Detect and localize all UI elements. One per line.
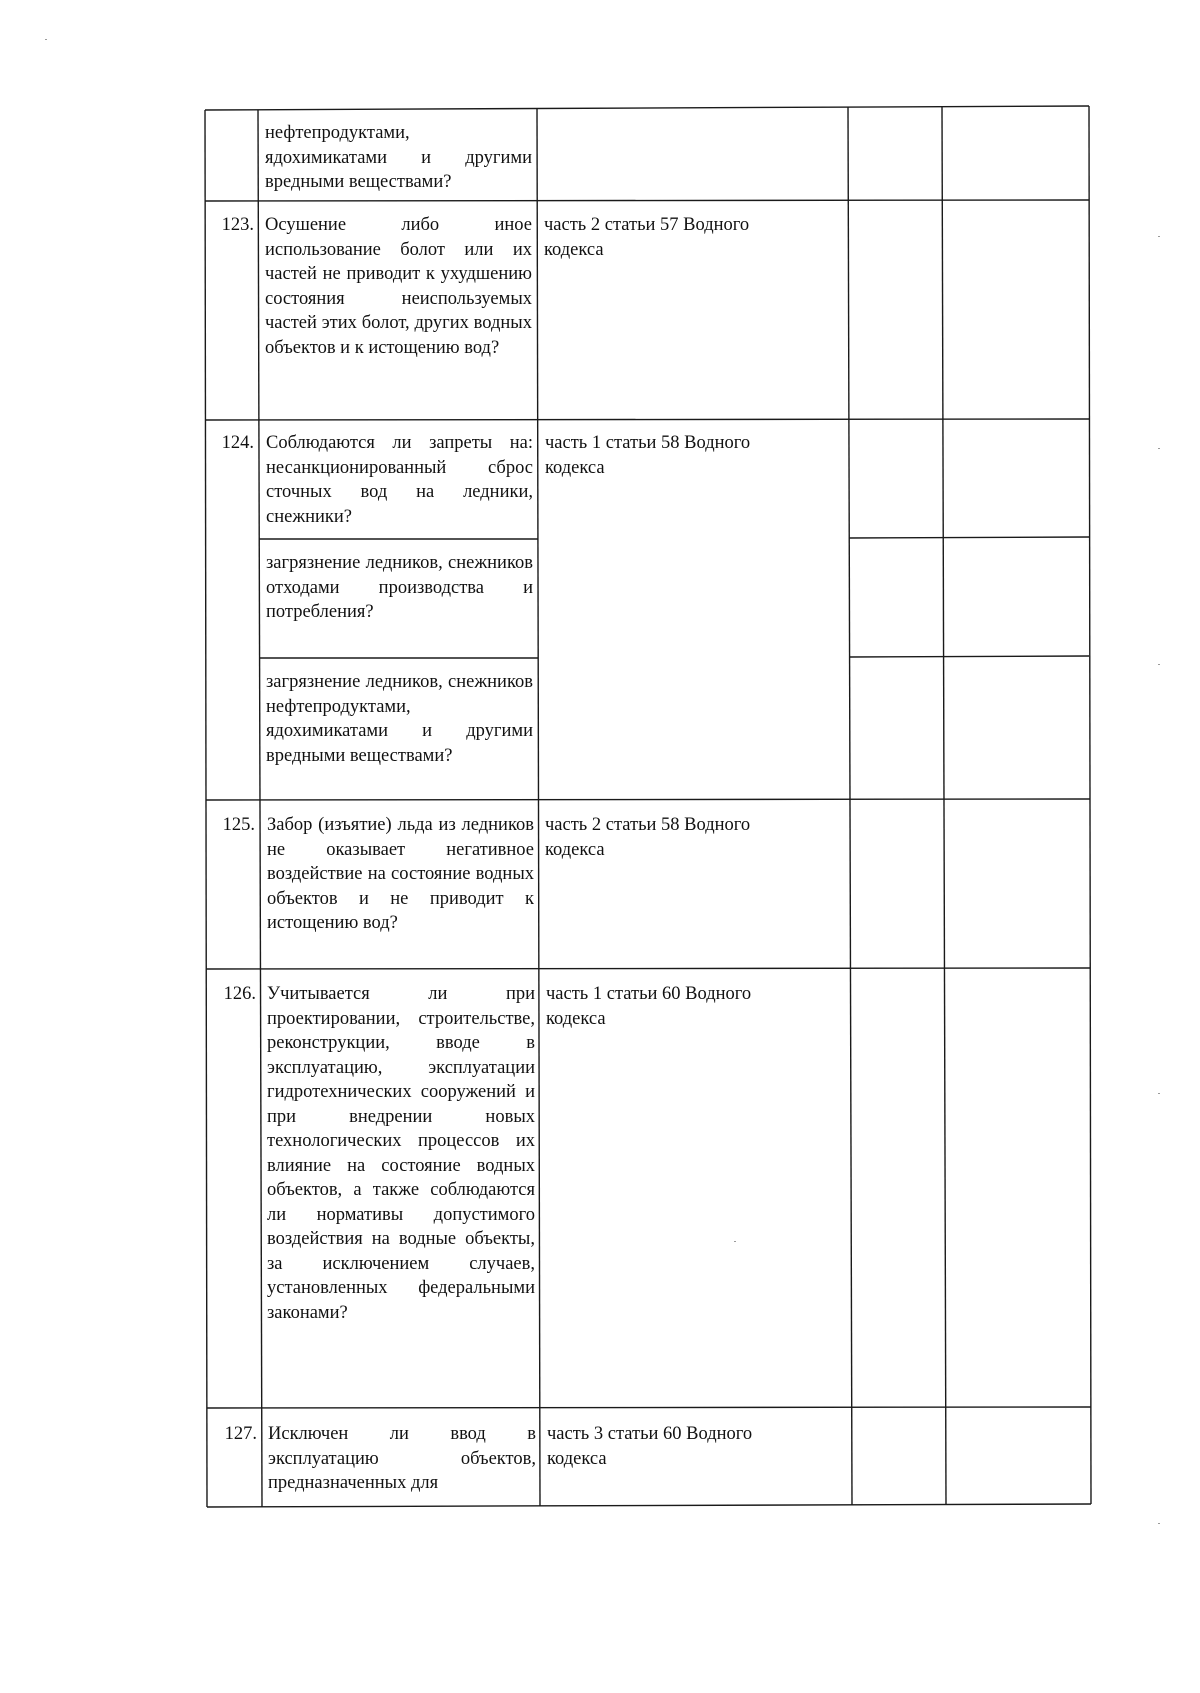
scan-speck [1158,448,1160,449]
row-number: 125. [222,815,255,835]
question-text: Соблюдаются ли запреты на: несанкционированный сброс сточных вод на ледники, снежники? [266,433,533,527]
scan-speck [1158,1523,1160,1524]
reference-text [538,117,848,121]
scan-speck [1158,1093,1160,1094]
reference-text: часть 2 статьи 58 Водного кодекса [545,815,751,860]
row-number: 124. [221,433,254,453]
reference-text: часть 3 статьи 60 Водного кодекса [547,1424,753,1469]
question-text: Забор (изъятие) льда из ледников не оказывает негативное воздействие на состояние водных объектов и не приводит к истощению вод? [267,815,534,933]
row-number: 127. [224,1424,257,1444]
question-text: Учитывается ли при проектировании, строительстве, реконструкции, вводе в эксплуатацию, эксплуатации гидротехнических сооружений и при внедрении новых технологических процессов их влияние на состояние водных объектов, а также соблюдаются ли нормативы допустимого воздействия на водные объекты, за исключением случаев, установленных федеральными законами? [267,984,535,1323]
row-number [206,112,260,116]
question-text: нефтепродуктами, ядохимикатами и другими вредными веществами? [265,123,532,192]
scan-speck [1158,236,1160,237]
scan-speck [734,1241,736,1242]
reference-text: часть 1 статьи 58 Водного кодекса [545,433,751,478]
scan-speck [45,39,47,40]
reference-text: часть 2 статьи 57 Водного кодекса [544,215,750,260]
question-text: загрязнение ледников, снежников нефтепродуктами, ядохимикатами и другими вредными веществами? [266,672,533,766]
question-text: загрязнение ледников, снежников отходами производства и потребления? [266,553,533,622]
scan-speck [1158,664,1160,665]
row-number: 126. [223,984,256,1004]
reference-text: часть 1 статьи 60 Водного кодекса [546,984,752,1029]
question-text: Исключен ли ввод в эксплуатацию объектов, предназначенных для [268,1424,536,1493]
question-text: Осушение либо иное использование болот или их частей не приводит к ухудшению состояния неиспользуемых частей этих болот, других водных объектов и к истощению вод? [265,215,532,358]
row-number: 123. [221,215,254,235]
